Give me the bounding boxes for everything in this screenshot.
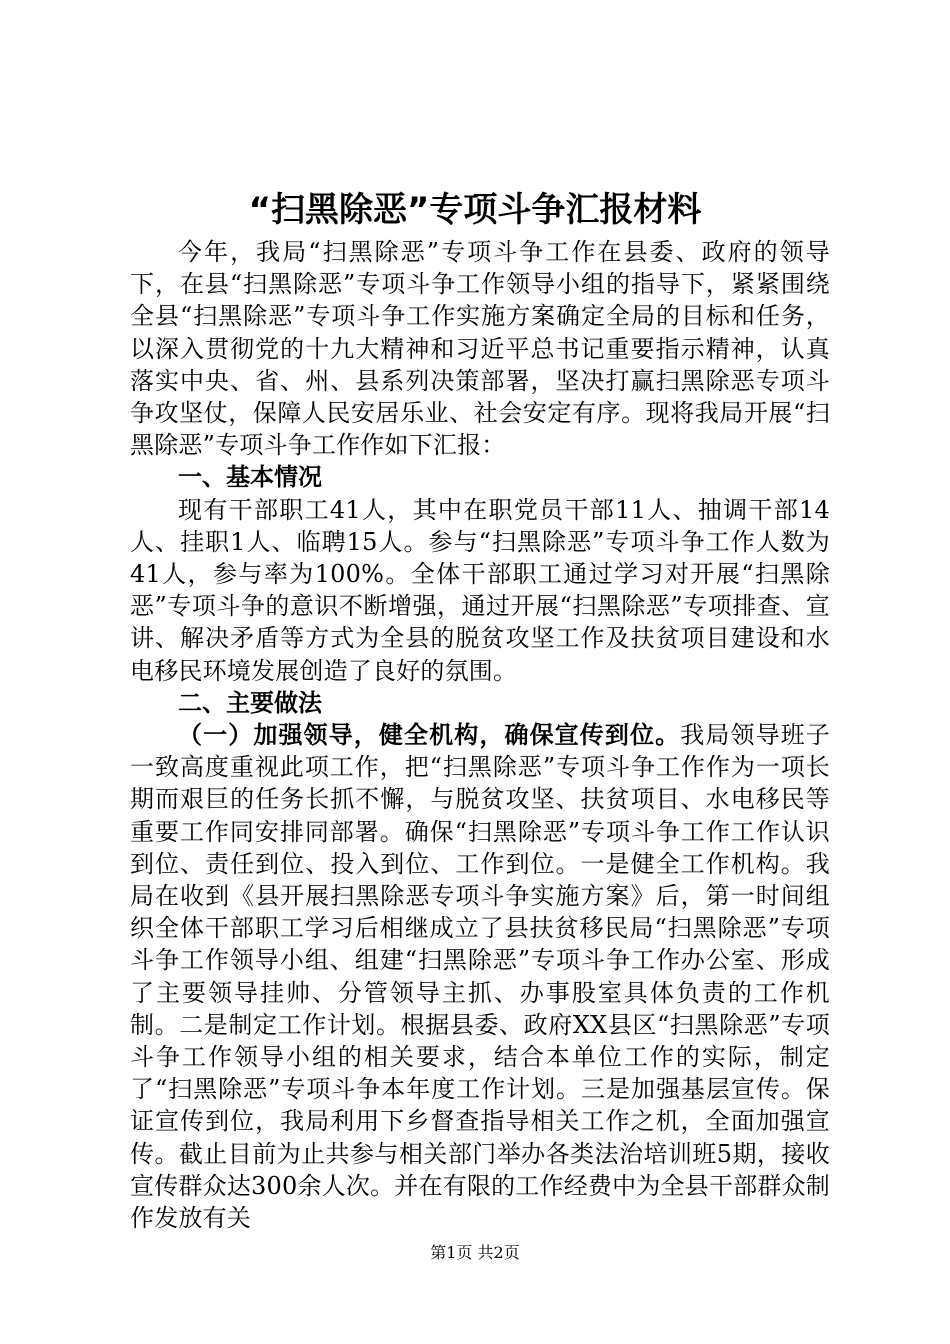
- subsection-lead-strengthen-leadership: （一）加强领导，健全机构，确保宣传到位。: [178, 721, 681, 750]
- section-heading-main-practices: 二、主要做法: [178, 688, 322, 717]
- page-footer: 第1页 共2页: [430, 1243, 520, 1262]
- document-title: “扫黑除恶”专项斗争汇报材料: [248, 190, 702, 230]
- main-practices-paragraph: [130, 719, 830, 1234]
- basic-situation-paragraph: 现有干部职工41人，其中在职党员干部11人、抽调干部14人、挂职1人、临聘15人。参与“扫黑除恶”专项斗争工作人数为41人，参与率为100%。全体干部职工通过学习对开展“扫黑除恶”专项斗争的意识不断增强，通过开展“扫黑除恶”专项排查、宣讲、解决矛盾等方式为全县的脱贫攻坚工作及扶贫项目建设和水电移民环境发展创造了良好的氛围。: [130, 495, 830, 685]
- subsection-body-strengthen-leadership: 我局领导班子一致高度重视此项工作，把“扫黑除恶”专项斗争工作作为一项长期而艰巨的任务长抓不懈，与脱贫攻坚、扶贫项目、水电移民等重要工作同安排同部署。确保“扫黑除恶”专项斗争工作工作认识到位、责任到位、投入到位、工作到位。一是健全工作机构。我局在收到《县开展扫黑除恶专项斗争实施方案》后，第一时间组织全体干部职工学习后相继成立了县扶贫移民局“扫黑除恶”专项斗争工作领导小组、组建“扫黑除恶”专项斗争工作办公室、形成了主要领导挂帅、分管领导主抓、办事股室具体负责的工作机制。二是制定工作计划。根据县委、政府XX县区“扫黑除恶”专项斗争工作领导小组的相关要求，结合本单位工作的实际，制定了“扫黑除恶”专项斗争本年度工作计划。三是加强基层宣传。保证宣传到位，我局利用下乡督查指导相关工作之机，全面加强宣传。截止目前为止共参与相关部门举办各类法治培训班5期，接收宣传群众达300余人次。并在有限的工作经费中为全县干部群众制作发放有关: [130, 721, 831, 1233]
- document-body: [130, 236, 830, 1234]
- section-heading-basic-situation: 一、基本情况: [178, 463, 322, 492]
- intro-paragraph: 今年，我局“扫黑除恶”专项斗争工作在县委、政府的领导下，在县“扫黑除恶”专项斗争工作领导小组的指导下，紧紧围绕全县“扫黑除恶”专项斗争工作实施方案确定全局的目标和任务，以深入贯彻党的十九大精神和习近平总书记重要指示精神，认真落实中央、省、州、县系列决策部署，坚决打赢扫黑除恶专项斗争攻坚仗，保障人民安居乐业、社会安定有序。现将我局开展“扫黑除恶”专项斗争工作作如下汇报：: [130, 238, 830, 460]
